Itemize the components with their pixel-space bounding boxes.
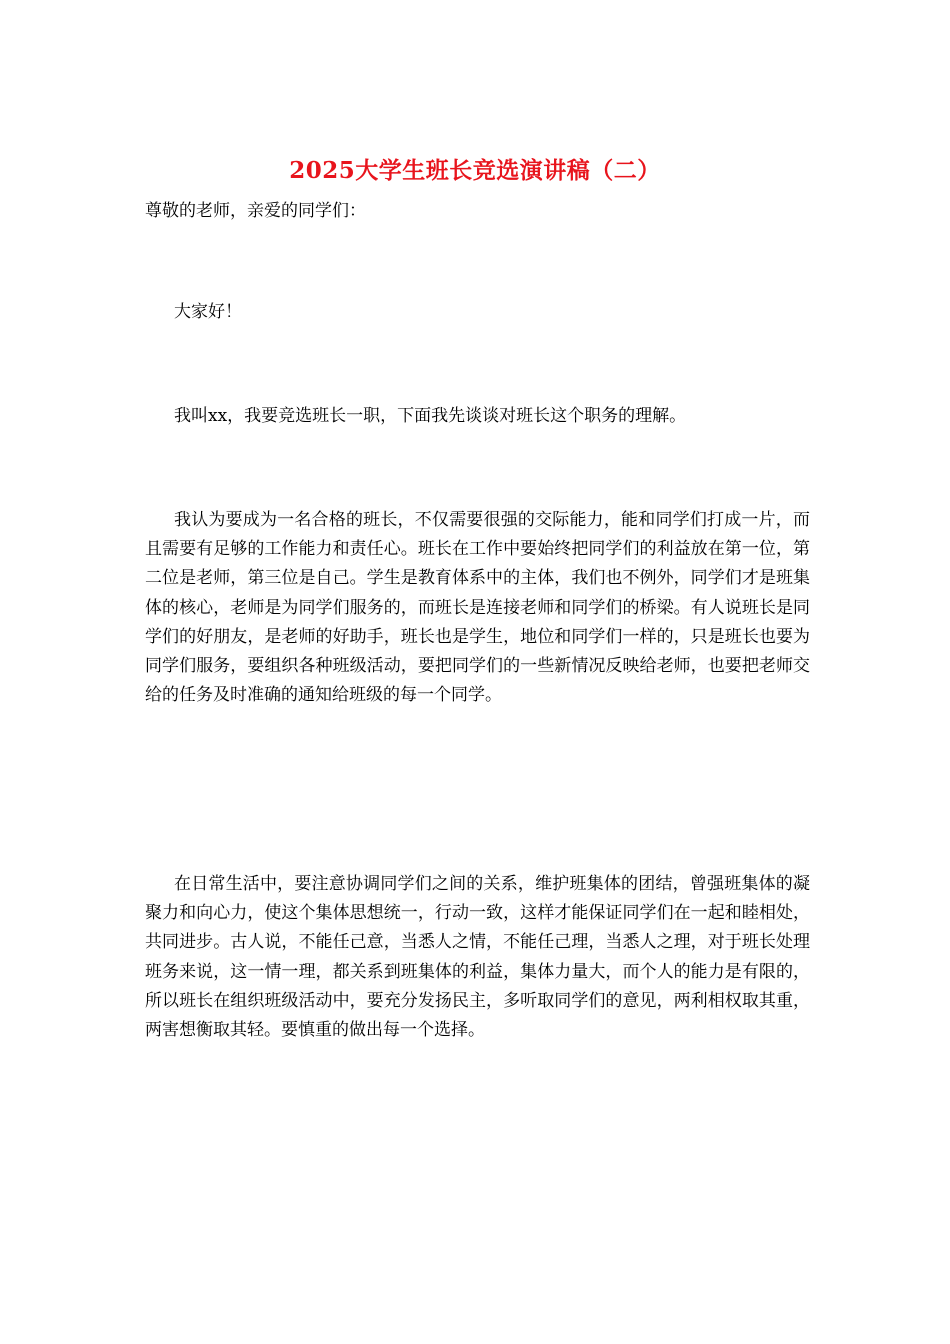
paragraph-understanding: 我认为要成为一名合格的班长，不仅需要很强的交际能力，能和同学们打成一片，而且需要有足够的工作能力和责任心。班长在工作中要始终把同学们的利益放在第一位，第二位是老师，第三位是自己。学生是教育体系中的主体，我们也不例外，同学们才是班集体的核心，老师是为同学们服务的，而班长是连接老师和同学们的桥梁。有人说班长是同学们的好朋友，是老师的好助手，班长也是学生，地位和同学们一样的，只是班长也要为同学们服务，要组织各种班级活动，要把同学们的一些新情况反映给老师，也要把老师交给的任务及时准确的通知给班级的每一个同学。 — [145, 510, 810, 706]
document-title: 2025大学生班长竞选演讲稿（二） — [289, 157, 661, 184]
salutation: 尊敬的老师，亲爱的同学们： — [145, 201, 366, 221]
paragraph-introduction: 我叫xx，我要竞选班长一职，下面我先谈谈对班长这个职务的理解。 — [174, 406, 687, 426]
paragraph-greeting: 大家好！ — [174, 302, 242, 322]
paragraph-daily-life: 在日常生活中，要注意协调同学们之间的关系，维护班集体的团结，曾强班集体的凝聚力和向心力，使这个集体思想统一，行动一致，这样才能保证同学们在一起和睦相处，共同进步。古人说，不能任己意，当悉人之情，不能任己理，当悉人之理，对于班长处理班务来说，这一情一理，都关系到班集体的利益，集体力量大，而个人的能力是有限的，所以班长在组织班级活动中，要充分发扬民主，多听取同学们的意见，两利相权取其重，两害想衡取其轻。要慎重的做出每一个选择。 — [145, 874, 810, 1041]
